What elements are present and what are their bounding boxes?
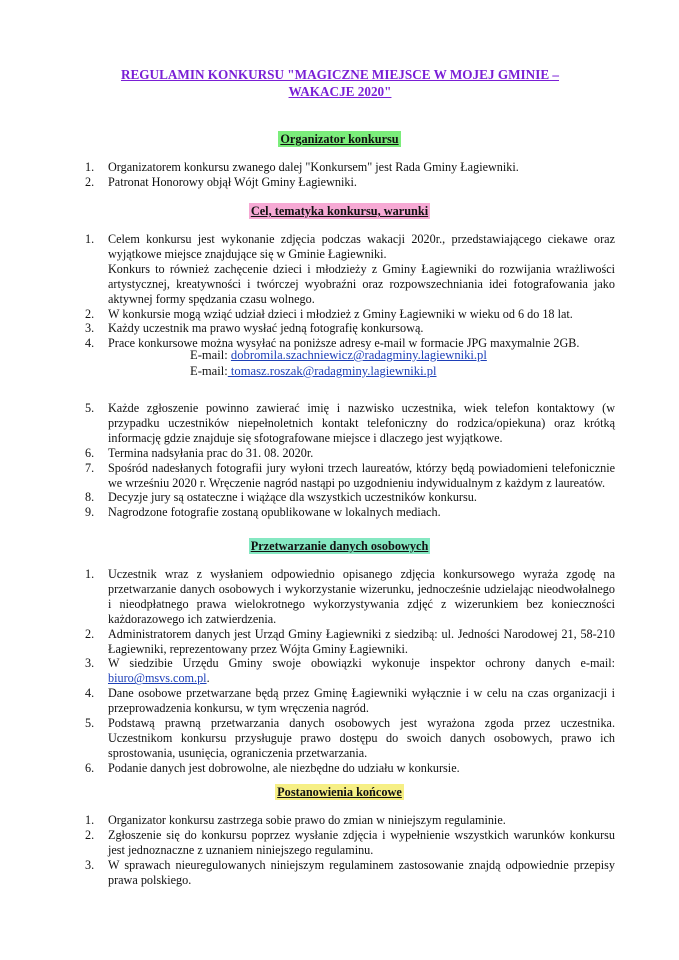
list-item-text: Patronat Honorowy objął Wójt Gminy Łagiewniki. xyxy=(108,174,357,189)
goal-list-a xyxy=(85,232,615,351)
list-item xyxy=(85,445,615,461)
list-number: 4. xyxy=(85,686,95,701)
list-number: 3. xyxy=(85,857,95,872)
section-heading-final: Postanowienia końcowe xyxy=(277,785,402,799)
list-item-text-end: . xyxy=(206,671,210,686)
list-item-text: Zgłoszenie się do konkursu poprzez wysłanie zdjęcia i wypełnienie wszystkich warunków konkursu jest jednoznaczne z uznaniem niniejszego regulaminu. xyxy=(108,827,615,857)
list-number: 6. xyxy=(85,760,95,775)
list-item-text: Organizatorem konkursu zwanego dalej "Konkursem" jest Rada Gminy Łagiewniki. xyxy=(108,160,519,174)
list-number: 1. xyxy=(85,232,95,246)
list-number: 1. xyxy=(85,567,95,581)
list-number: 2. xyxy=(85,827,95,842)
list-item xyxy=(85,760,615,776)
organizer-list xyxy=(85,160,615,190)
list-item-text: Organizator konkursu zastrzega sobie prawo do zmian w niniejszym regulaminie. xyxy=(108,813,506,827)
list-item xyxy=(85,232,615,262)
list-item xyxy=(85,626,615,657)
list-item-text: Konkurs to również zachęcenie dzieci i młodzieży z Gminy Łagiewniki do rozwijania wrażliwości artystycznej, kreatywności i twórczej wyobraźni oraz rozpowszechniania idei fotografowania jako aktywnej formy spędzania czasu wolnego. xyxy=(108,261,615,306)
email-link-1[interactable]: dobromila.szachniewicz@radagminy.lagiewniki.pl xyxy=(230,348,487,362)
email-link-inspector[interactable]: biuro@msvs.com.pl xyxy=(108,671,207,686)
goal-list-b xyxy=(85,401,615,520)
list-number: 1. xyxy=(85,160,95,174)
list-item xyxy=(85,686,615,716)
list-item-text: Podstawą prawną przetwarzania danych osobowych jest wyrażona zgoda przez uczestnika. Uczestnikom konkursu przysługuje prawo dostępu do swoich danych osobowych, prawo ich sprostowania, usunięcia, ograniczenia przetwarzania. xyxy=(108,716,615,760)
final-list xyxy=(85,813,615,888)
list-item-text: Każde zgłoszenie powinno zawierać imię i nazwisko uczestnika, wiek telefon kontaktowy (w przypadku uczestników niepełnoletnich kontakt telefoniczny do rodzica/opiekuna) oraz krótką informację gdzie znajduje się sfotografowane miejsce i dlaczego jest wyjątkowe. xyxy=(108,401,615,445)
list-item xyxy=(85,567,615,627)
list-item xyxy=(85,716,615,761)
list-item xyxy=(85,490,615,505)
list-item xyxy=(85,321,615,336)
list-number: 2. xyxy=(85,306,95,321)
email-line-2: E-mail: tomasz.roszak@radagminy.lagiewniki.pl xyxy=(190,364,437,378)
list-item-text: Uczestnik wraz z wysłaniem odpowiednio opisanego zdjęcia konkursowego wyraża zgodę na przetwarzanie danych osobowych i wykorzystanie wizerunku, jednocześnie udzielając nieodwołalnego i nieodpłatnego prawa wielokrotnego wykorzystywania zdjęć z wizerunkiem bez konieczności każdorazowego ich zatwierdzenia. xyxy=(108,567,615,626)
list-item xyxy=(85,160,615,175)
list-item xyxy=(85,306,615,322)
list-number: 8. xyxy=(85,490,95,505)
list-item-text: W sprawach nieuregulowanych niniejszym regulaminem zastosowanie znajdą odpowiednie przepisy prawa polskiego. xyxy=(108,857,615,887)
list-number: 3. xyxy=(85,321,95,336)
list-item-text: Celem konkursu jest wykonanie zdjęcia podczas wakacji 2020r., przedstawiającego ciekawe oraz wyjątkowe miejsce znajdujące się w Gminie Łagiewniki. xyxy=(108,232,615,261)
list-number: 4. xyxy=(85,336,95,351)
list-item-text: Termina nadsyłania prac do 31. 08. 2020r. xyxy=(108,445,314,460)
list-item-text: Nagrodzone fotografie zostaną opublikowane w lokalnych mediach. xyxy=(108,505,441,520)
list-item-text: W siedzibie Urzędu Gminy swoje obowiązki wykonuje inspektor ochrony danych e-mail: xyxy=(108,656,615,671)
list-item-text: Podanie danych jest dobrowolne, ale niezbędne do udziału w konkursie. xyxy=(108,760,460,775)
list-number: 2. xyxy=(85,174,95,189)
email-link-2[interactable]: tomasz.roszak@radagminy.lagiewniki.pl xyxy=(227,364,437,378)
list-number: 5. xyxy=(85,401,95,415)
section-heading-data: Przetwarzanie danych osobowych xyxy=(250,539,429,553)
list-number: 9. xyxy=(85,505,95,520)
document-title xyxy=(60,66,620,100)
email-line-1: E-mail: dobromila.szachniewicz@radagminy.lagiewniki.pl xyxy=(190,348,487,362)
list-item-text: W konkursie mogą wziąć udział dzieci i młodzież z Gminy Łagiewniki w wieku od 6 do 18 lat. xyxy=(108,306,573,321)
list-number: 6. xyxy=(85,445,95,460)
title-line-2: WAKACJE 2020" xyxy=(288,84,392,99)
list-number: 1. xyxy=(85,813,95,827)
list-item-text: Decyzje jury są ostateczne i wiążące dla wszystkich uczestników konkursu. xyxy=(108,490,477,505)
list-item xyxy=(85,505,615,520)
list-item xyxy=(85,174,615,190)
list-item-text: Każdy uczestnik ma prawo wysłać jedną fotografię konkursową. xyxy=(108,321,424,336)
list-item-text: Spośród nadesłanych fotografii jury wyłoni trzech laureatów, którzy będą powiadomieni telefonicznie we wrześniu 2020 r. Wręczenie nagród nastąpi po uzgodnieniu indywidualnym z każdym z laureatów. xyxy=(108,460,615,490)
list-item xyxy=(85,857,615,888)
list-item xyxy=(85,460,615,491)
list-number: 5. xyxy=(85,716,95,731)
list-item-text: Dane osobowe przetwarzane będą przez Gminę Łagiewniki wyłącznie i w celu na czas organizacji i przeprowadzenia konkursu, w tym wręczenia nagród. xyxy=(108,686,615,716)
list-item xyxy=(85,401,615,446)
list-item xyxy=(85,827,615,858)
list-number: 2. xyxy=(85,626,95,641)
title-line-1: REGULAMIN KONKURSU "MAGICZNE MIEJSCE W MOJEJ GMINIE – xyxy=(120,67,560,82)
data-list xyxy=(85,567,615,776)
list-item-text: Administratorem danych jest Urząd Gminy Łagiewniki z siedzibą: ul. Jedności Narodowej 21, 58-210 Łagiewniki, reprezentowany przez Wójta Gminy Łagiewniki. xyxy=(108,626,615,656)
section-heading-goal: Cel, tematyka konkursu, warunki xyxy=(250,204,429,218)
list-item-text: Prace konkursowe można wysyłać na poniższe adresy e-mail w formacie JPG maxymalnie 2GB. xyxy=(108,336,580,351)
section-heading-organizer: Organizator konkursu xyxy=(280,132,399,146)
list-number: 7. xyxy=(85,460,95,475)
list-item xyxy=(108,262,615,307)
list-item xyxy=(85,813,615,828)
list-number: 3. xyxy=(85,656,95,671)
list-item xyxy=(85,656,615,686)
